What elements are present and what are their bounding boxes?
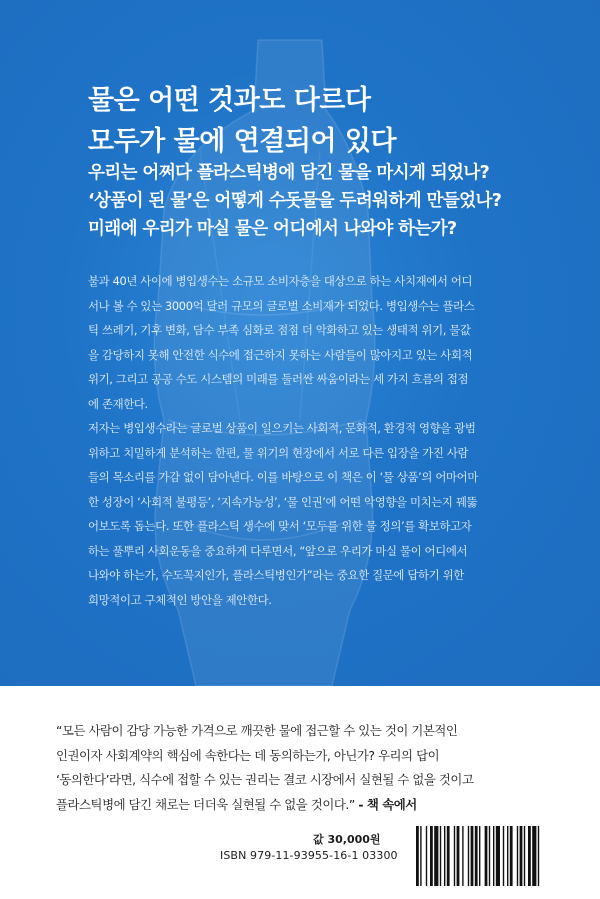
barcode-bar — [430, 826, 433, 886]
book-quote — [56, 719, 576, 818]
barcode-bar — [489, 826, 490, 886]
quote-line: ‘동의한다’라면, 식수에 접할 수 있는 권리는 결코 시장에서 실현될 수 없을 것이고 — [56, 772, 474, 788]
text-line: 위하고 치밀하게 분석하는 한편, 물 위기의 현장에서 서로 다른 입장을 가진 사람 — [88, 445, 469, 460]
barcode-icon — [416, 826, 596, 886]
barcode-bar — [538, 826, 539, 886]
barcode-bar — [426, 826, 427, 886]
barcode-bar — [496, 826, 500, 886]
headline-line-2: 모두가 물에 연결되어 있다 — [88, 126, 397, 157]
barcode-bar — [471, 826, 474, 886]
quote-line: 인권이자 사회계약의 핵심에 속한다는 데 동의하는가, 아닌가? 우리의 답이 — [56, 747, 440, 763]
headline — [88, 80, 396, 162]
barcode-bar — [479, 826, 480, 886]
text-line: 나와야 하는가, 수도꼭지인가, 플라스틱병인가”라는 중요한 질문에 답하기 위한 — [88, 568, 464, 582]
barcode-bar — [420, 826, 421, 886]
quote-line: “모든 사람이 감당 가능한 가격으로 깨끗한 물에 접근할 수 있는 것이 기본적인 — [56, 723, 458, 738]
question-item: 우리는 어쩌다 플라스틱병에 담긴 물을 마시게 되었나? — [88, 163, 490, 183]
text-line: 서나 볼 수 있는 3000억 달러 규모의 글로벌 소비재가 되었다. 병입생수는 플라스 — [88, 298, 475, 313]
price-label: 값 30,000원 — [313, 833, 381, 846]
text-line: 틱 쓰레기, 기후 변화, 담수 부족 심화로 점점 더 악화하고 있는 생태적 위기, 물값 — [88, 323, 471, 337]
barcode-bar — [517, 826, 518, 886]
text-line: 불과 40년 사이에 병입생수는 소규모 소비자층을 대상으로 하는 사치재에서 어디 — [88, 274, 473, 288]
text-line: 하는 풀뿌리 사회운동을 중요하게 다루면서, “앞으로 우리가 마실 물이 어디에서 — [88, 543, 468, 558]
barcode-bar — [532, 826, 536, 886]
barcode-bar — [485, 826, 488, 886]
barcode-bar — [493, 826, 494, 886]
isbn-label: ISBN 979-11-93955-16-1 03300 — [220, 849, 398, 862]
barcode-bar — [524, 826, 525, 886]
barcode-bar — [503, 826, 504, 886]
barcode-bar — [454, 826, 455, 886]
barcode-bar — [520, 826, 523, 886]
barcode-bar — [457, 826, 460, 886]
barcode-bar — [475, 826, 478, 886]
barcode-bar — [416, 826, 419, 886]
barcode-bar — [444, 826, 445, 886]
barcode-bar — [462, 826, 463, 886]
question-list — [88, 159, 501, 243]
barcode-bar — [440, 826, 441, 886]
text-line: 저자는 병입생수라는 글로벌 상품이 일으키는 사회적, 문화적, 환경적 영향을 광범 — [88, 421, 476, 435]
quote-source: - 책 속에서 — [358, 797, 417, 813]
quote-line: 플라스틱병에 담긴 채로는 더더욱 실현될 수 없을 것이다.” — [56, 797, 355, 813]
text-line: 어보도록 돕는다. 또한 플라스틱 생수에 맞서 ‘모두를 위한 물 정의’를 확보하고자 — [88, 519, 472, 533]
quote-line-last — [56, 793, 576, 818]
barcode-bar — [447, 826, 450, 886]
barcode-bar — [510, 826, 513, 886]
description-paragraph-2 — [88, 416, 528, 612]
text-line: 을 감당하지 못해 안전한 식수에 접근하지 못하는 사람들이 많아지고 있는 사회적 — [88, 347, 473, 362]
text-line: 에 존재한다. — [88, 396, 148, 411]
description-text — [88, 269, 528, 612]
question-item: ‘상품이 된 물’은 어떻게 수돗물을 두려워하게 만들었나? — [88, 191, 502, 211]
barcode-bar — [507, 826, 508, 886]
barcode-bar — [468, 826, 469, 886]
text-line: 희망적이고 구체적인 방안을 제안한다. — [88, 592, 272, 607]
text-line: 위기, 그리고 공공 수도 시스템의 미래를 둘러싼 싸움이라는 세 가지 흐름의 접점 — [88, 372, 469, 386]
headline-line-1: 물은 어떤 것과도 다르다 — [88, 85, 371, 116]
text-line: 한 성장이 ‘사회적 불평등’, ‘지속가능성’, ‘물 인권’에 어떤 악영향을 미치는지 꿰뚫 — [88, 494, 478, 509]
description-paragraph-1 — [88, 269, 528, 416]
question-item: 미래에 우리가 마실 물은 어디에서 나와야 하는가? — [88, 219, 457, 239]
barcode-bar — [528, 826, 531, 886]
text-line: 들의 목소리를 가감 없이 담아낸다. 이를 바탕으로 이 책은 이 ‘물 상품’의 어마어마 — [88, 470, 478, 484]
barcode-bar — [434, 826, 438, 886]
